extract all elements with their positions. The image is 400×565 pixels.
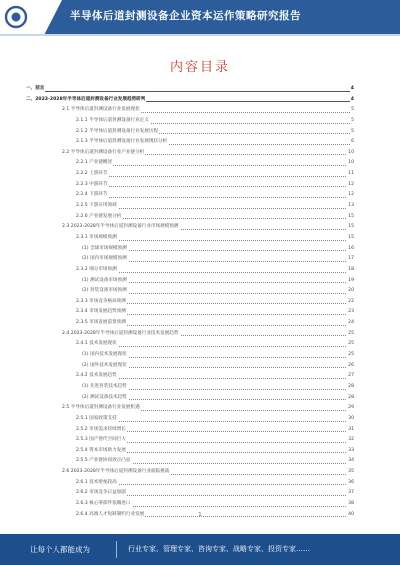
toc-entry-page: 20 (347, 286, 354, 297)
toc-entry[interactable] (22, 403, 354, 414)
toc-leader-dots (76, 165, 350, 166)
toc-entry-page: 5 (350, 116, 354, 127)
toc-entry-page: 6 (350, 137, 354, 148)
toc-entry[interactable] (22, 137, 354, 148)
toc-entry-page: 25 (347, 339, 354, 350)
toc-entry-label: (1) 国内技术发展现状 (82, 350, 128, 361)
toc-entry-label: 2.3.1 市场规模预测 (76, 233, 118, 244)
toc-entry-label: 2.4.1 技术发展现状 (76, 339, 118, 350)
toc-entry[interactable] (22, 127, 354, 138)
toc-entry-page: 11 (347, 169, 354, 180)
toc-entry-label: 2.3 2023-2028年半导体后道封测设备行业市场规模预测 (62, 222, 180, 233)
toc-entry-label: 2.2.2 上游环节 (76, 169, 109, 180)
toc-entry[interactable] (22, 105, 354, 116)
toc-entry-page: 35 (347, 467, 354, 478)
toc-entry[interactable] (22, 297, 354, 308)
toc-entry-page: 25 (347, 350, 354, 361)
toc-entry-page: 22 (347, 297, 354, 308)
toc-entry[interactable] (22, 467, 354, 478)
toc-entry[interactable] (22, 318, 354, 329)
toc-entry[interactable] (22, 95, 354, 106)
toc-entry-page: 33 (347, 446, 354, 457)
toc-entry[interactable] (22, 488, 354, 499)
toc-entry-label: 二、2023-2028年半导体后道封测设备行业发展趋势研判 (26, 95, 146, 106)
toc-entry-label: (2) 封装设备市场预测 (82, 286, 128, 297)
toc-entry[interactable] (22, 148, 354, 159)
toc-entry-page: 5 (350, 127, 354, 138)
footer-divider (116, 541, 117, 558)
toc-entry-label: 2.6.2 市场竞争日益加剧 (76, 488, 127, 499)
toc-entry-page: 10 (347, 148, 354, 159)
toc-entry-label: 2.1.3 半导体后道封测设备行业发展现状分析 (76, 137, 168, 148)
toc-entry-label: 2.2 半导体后道封测设备行业产业链分析 (62, 148, 145, 159)
toc-entry[interactable] (22, 329, 354, 340)
toc-entry-page: 29 (347, 403, 354, 414)
toc-entry[interactable] (22, 414, 354, 425)
toc-entry-label: 2.6 2023-2028年半导体后道封测设备行业面临挑战 (62, 467, 170, 478)
toc-entry-label: 2.3.2 细分市场预测 (76, 265, 118, 276)
toc-entry-page: 16 (347, 244, 354, 255)
toc-entry-page: 23 (347, 307, 354, 318)
toc-entry-label: 2.3.4 市场发展趋势预测 (76, 307, 127, 318)
toc-entry-label: 2.2.1 产业链概述 (76, 158, 113, 169)
footer-slogan: 让每个人都能成为 (30, 545, 90, 554)
toc-entry[interactable] (22, 254, 354, 265)
toc-entry-label: 2.3.3 市场竞争格局预测 (76, 297, 127, 308)
toc-entry-label: 2.5.3 国产替代空间巨大 (76, 435, 127, 446)
report-header (0, 0, 400, 34)
toc-entry-page: 12 (347, 190, 354, 201)
toc-entry-page: 17 (347, 254, 354, 265)
toc-entry[interactable] (22, 393, 354, 404)
toc-entry-page: 19 (347, 276, 354, 287)
toc-entry[interactable] (22, 446, 354, 457)
toc-entry[interactable] (22, 265, 354, 276)
toc-entry-label: 2.2.4 下游环节 (76, 190, 109, 201)
toc-leader-dots (26, 91, 350, 92)
toc-entry[interactable] (22, 339, 354, 350)
toc-entry-page: 37 (347, 488, 354, 499)
footer-roles: 行业专家、管理专家、咨询专家、战略专家、投资专家…… (128, 545, 310, 553)
toc-entry-page: 13 (347, 201, 354, 212)
toc-entry-label: (1) 先进封装技术趋势 (82, 382, 128, 393)
toc-entry[interactable] (22, 350, 354, 361)
toc-entry-page: 18 (347, 265, 354, 276)
toc-entry-label: 2.4.2 技术发展趋势 (76, 371, 118, 382)
toc-entry-page: 38 (347, 499, 354, 510)
toc-entry-page: 30 (347, 414, 354, 425)
toc-entry-page: 15 (347, 222, 354, 233)
toc-entry[interactable] (22, 201, 354, 212)
toc-entry[interactable] (22, 84, 354, 95)
toc-entry-label: 2.2.5 下游应用领域 (76, 201, 118, 212)
toc-entry-page: 10 (347, 158, 354, 169)
table-of-contents (22, 84, 354, 520)
toc-entry-page: 15 (347, 233, 354, 244)
toc-entry[interactable] (22, 435, 354, 446)
toc-entry-label: (2) 测试设备技术趋势 (82, 393, 128, 404)
report-title: 半导体后道封测设备企业资本运作策略研究报告 (70, 10, 301, 22)
toc-entry-label: 2.5.5 产业链协同效应凸显 (76, 456, 132, 467)
toc-entry-label: 2.1.1 半导体后道封测设备行业定义 (76, 116, 150, 127)
toc-heading: 内容目录 (169, 60, 230, 75)
toc-entry[interactable] (22, 478, 354, 489)
toc-entry-page: 36 (347, 478, 354, 489)
toc-entry-label: (1) 全球市场规模预测 (82, 244, 128, 255)
logo (0, 0, 62, 34)
toc-leader-dots (76, 197, 350, 198)
toc-entry[interactable] (22, 276, 354, 287)
toc-entry[interactable] (22, 222, 354, 233)
toc-entry-label: 2.6.1 技术壁垒较高 (76, 478, 118, 489)
toc-entry-label: 2.6.3 核心零部件依赖进口 (76, 499, 132, 510)
toc-entry-page: 40 (347, 510, 354, 521)
toc-entry-page: 28 (347, 382, 354, 393)
toc-entry-label: 2.1.2 半导体后道封测设备行业发展历程 (76, 127, 159, 138)
toc-entry-label: 2.4 2023-2028年半导体后道封测设备行业技术发展趋势 (62, 329, 180, 340)
toc-entry[interactable] (22, 244, 354, 255)
toc-entry-page: 31 (347, 425, 354, 436)
toc-entry-page: 4 (350, 84, 354, 95)
toc-entry-page: 12 (347, 180, 354, 191)
toc-entry-page: 34 (347, 456, 354, 467)
toc-entry[interactable] (22, 307, 354, 318)
toc-entry-label: 2.1 半导体后道封测设备行业发展现状 (62, 105, 141, 116)
toc-entry[interactable] (22, 180, 354, 191)
header-divider (0, 34, 400, 36)
toc-leader-dots (76, 176, 350, 177)
circle-logo-icon (4, 5, 28, 29)
toc-entry-page: 26 (347, 361, 354, 372)
toc-entry-page: 32 (347, 435, 354, 446)
toc-entry-label: 2.5.4 资本市场助力发展 (76, 446, 127, 457)
toc-entry[interactable] (22, 233, 354, 244)
toc-entry[interactable] (22, 190, 354, 201)
toc-entry[interactable] (22, 116, 354, 127)
toc-entry[interactable] (22, 169, 354, 180)
toc-leader-dots (76, 186, 350, 187)
toc-entry-page: 24 (347, 318, 354, 329)
toc-entry-label: (2) 国内市场规模预测 (82, 254, 128, 265)
toc-entry[interactable] (22, 499, 354, 510)
toc-entry-label: 2.2.6 产业链发展分析 (76, 212, 122, 223)
toc-entry-label: 2.5 半导体后道封测设备行业发展机遇 (62, 403, 141, 414)
toc-entry-page: 25 (347, 329, 354, 340)
toc-entry-page: 27 (347, 371, 354, 382)
toc-entry[interactable] (22, 456, 354, 467)
page-number: 1 (198, 512, 202, 518)
toc-entry-label: 2.2.3 中游环节 (76, 180, 109, 191)
toc-entry-label: (1) 测试设备市场预测 (82, 276, 128, 287)
toc-entry[interactable] (22, 361, 354, 372)
toc-entry-label: 2.5.2 市场需求持续增长 (76, 425, 127, 436)
toc-entry-page: 28 (347, 393, 354, 404)
toc-entry[interactable] (22, 425, 354, 436)
toc-entry-label: 一、前言 (26, 84, 45, 95)
toc-entry-label: 2.5.1 国家政策支持 (76, 414, 118, 425)
toc-entry-label: (2) 国外技术发展现状 (82, 361, 128, 372)
report-footer (0, 534, 400, 565)
toc-entry[interactable] (22, 286, 354, 297)
toc-entry[interactable] (22, 382, 354, 393)
toc-entry-page: 15 (347, 212, 354, 223)
toc-entry-page: 5 (350, 105, 354, 116)
toc-entry-label: 2.6.4 高端人才短缺制约行业发展 (76, 510, 145, 521)
toc-entry[interactable] (22, 212, 354, 223)
toc-entry[interactable] (22, 371, 354, 382)
toc-entry-page: 4 (350, 95, 354, 106)
toc-entry-label: 2.3.5 市场发展前景预测 (76, 318, 127, 329)
toc-entry[interactable] (22, 158, 354, 169)
